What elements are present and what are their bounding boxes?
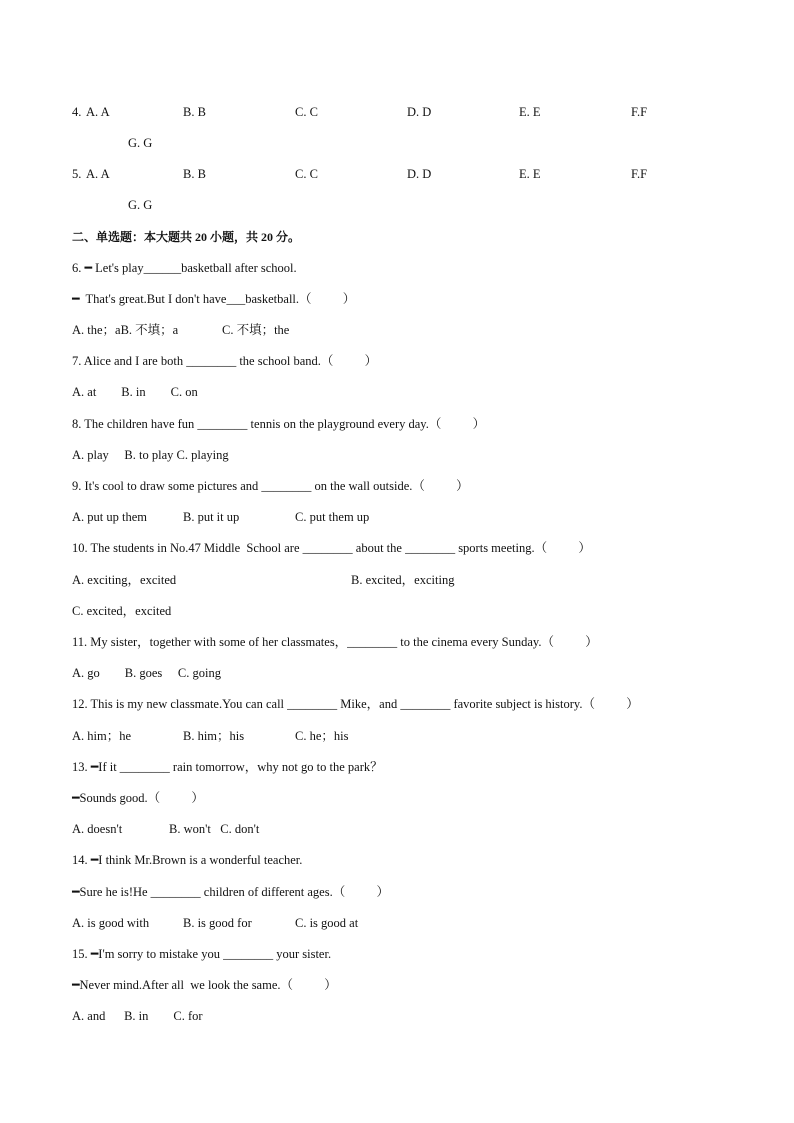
- q4-option-d: D. D: [407, 105, 432, 119]
- q4-option-e: E. E: [519, 105, 541, 119]
- question-9-stem: 9. It's cool to draw some pictures and ________ on the wall outside.（ ）: [72, 479, 469, 493]
- q5-option-c: C. C: [295, 167, 318, 181]
- question-15-stem-line-1: 15. ━I'm sorry to mistake you ________ your sister.: [72, 947, 332, 961]
- q10-option-a: A. exciting，excited: [72, 573, 177, 587]
- q10-option-b: B. excited，exciting: [351, 573, 455, 587]
- question-11-options: A. go B. goes C. going: [72, 666, 221, 680]
- question-5-number: 5.: [72, 167, 82, 181]
- question-6-options: A. the；aB. 不填；a C. 不填；the: [72, 323, 290, 337]
- question-8-stem: 8. The children have fun ________ tennis on the playground every day.（ ）: [72, 417, 486, 431]
- q4-option-f: F.F: [631, 105, 648, 119]
- section-2-heading: 二、单选题：本大题共 20 小题，共 20 分。: [72, 230, 301, 244]
- question-13-options: A. doesn't B. won't C. don't: [72, 822, 260, 836]
- question-8-options: A. play B. to play C. playing: [72, 448, 229, 462]
- q4-option-a: A. A: [86, 105, 110, 119]
- question-6-stem-line-2: ━ That's great.But I don't have___basketball.（ ）: [72, 292, 356, 306]
- question-14-stem-line-1: 14. ━I think Mr.Brown is a wonderful teacher.: [72, 853, 303, 867]
- question-13-stem-line-2: ━Sounds good.（ ）: [72, 791, 204, 805]
- q14-option-c: C. is good at: [295, 916, 359, 930]
- question-4-number: 4.: [72, 105, 82, 119]
- q9-option-b: B. put it up: [183, 510, 240, 524]
- q14-option-a: A. is good with: [72, 916, 150, 930]
- q12-option-c: C. he；his: [295, 729, 349, 743]
- q5-option-a: A. A: [86, 167, 110, 181]
- q4-option-c: C. C: [295, 105, 318, 119]
- question-6-stem-line-1: 6. ━ Let's play______basketball after school.: [72, 261, 297, 275]
- question-7-stem: 7. Alice and I are both ________ the school band.（ ）: [72, 354, 378, 368]
- question-14-stem-line-2: ━Sure he is!He ________ children of different ages.（ ）: [72, 885, 389, 899]
- q5-option-f: F.F: [631, 167, 648, 181]
- q9-option-a: A. put up them: [72, 510, 147, 524]
- q9-option-c: C. put them up: [295, 510, 370, 524]
- q10-option-c: C. excited，excited: [72, 604, 172, 618]
- q12-option-a: A. him；he: [72, 729, 132, 743]
- q14-option-b: B. is good for: [183, 916, 252, 930]
- q5-option-e: E. E: [519, 167, 541, 181]
- question-11-stem: 11. My sister，together with some of her classmates，________ to the cinema every Sunday.（ ）: [72, 635, 598, 649]
- q5-option-d: D. D: [407, 167, 432, 181]
- question-12-stem: 12. This is my new classmate.You can call ________ Mike，and ________ favorite subject is history.（ ）: [72, 697, 639, 711]
- question-7-options: A. at B. in C. on: [72, 385, 198, 399]
- question-10-stem: 10. The students in No.47 Middle School are ________ about the ________ sports meeting.（ ）: [72, 541, 591, 555]
- question-13-stem-line-1: 13. ━If it ________ rain tomorrow，why not go to the park？: [72, 760, 383, 774]
- q5-option-b: B. B: [183, 167, 206, 181]
- question-15-options: A. and B. in C. for: [72, 1009, 203, 1023]
- q4-option-g: G. G: [128, 136, 153, 150]
- q12-option-b: B. him；his: [183, 729, 245, 743]
- q5-option-g: G. G: [128, 198, 153, 212]
- question-15-stem-line-2: ━Never mind.After all we look the same.（ ）: [72, 978, 337, 992]
- q4-option-b: B. B: [183, 105, 206, 119]
